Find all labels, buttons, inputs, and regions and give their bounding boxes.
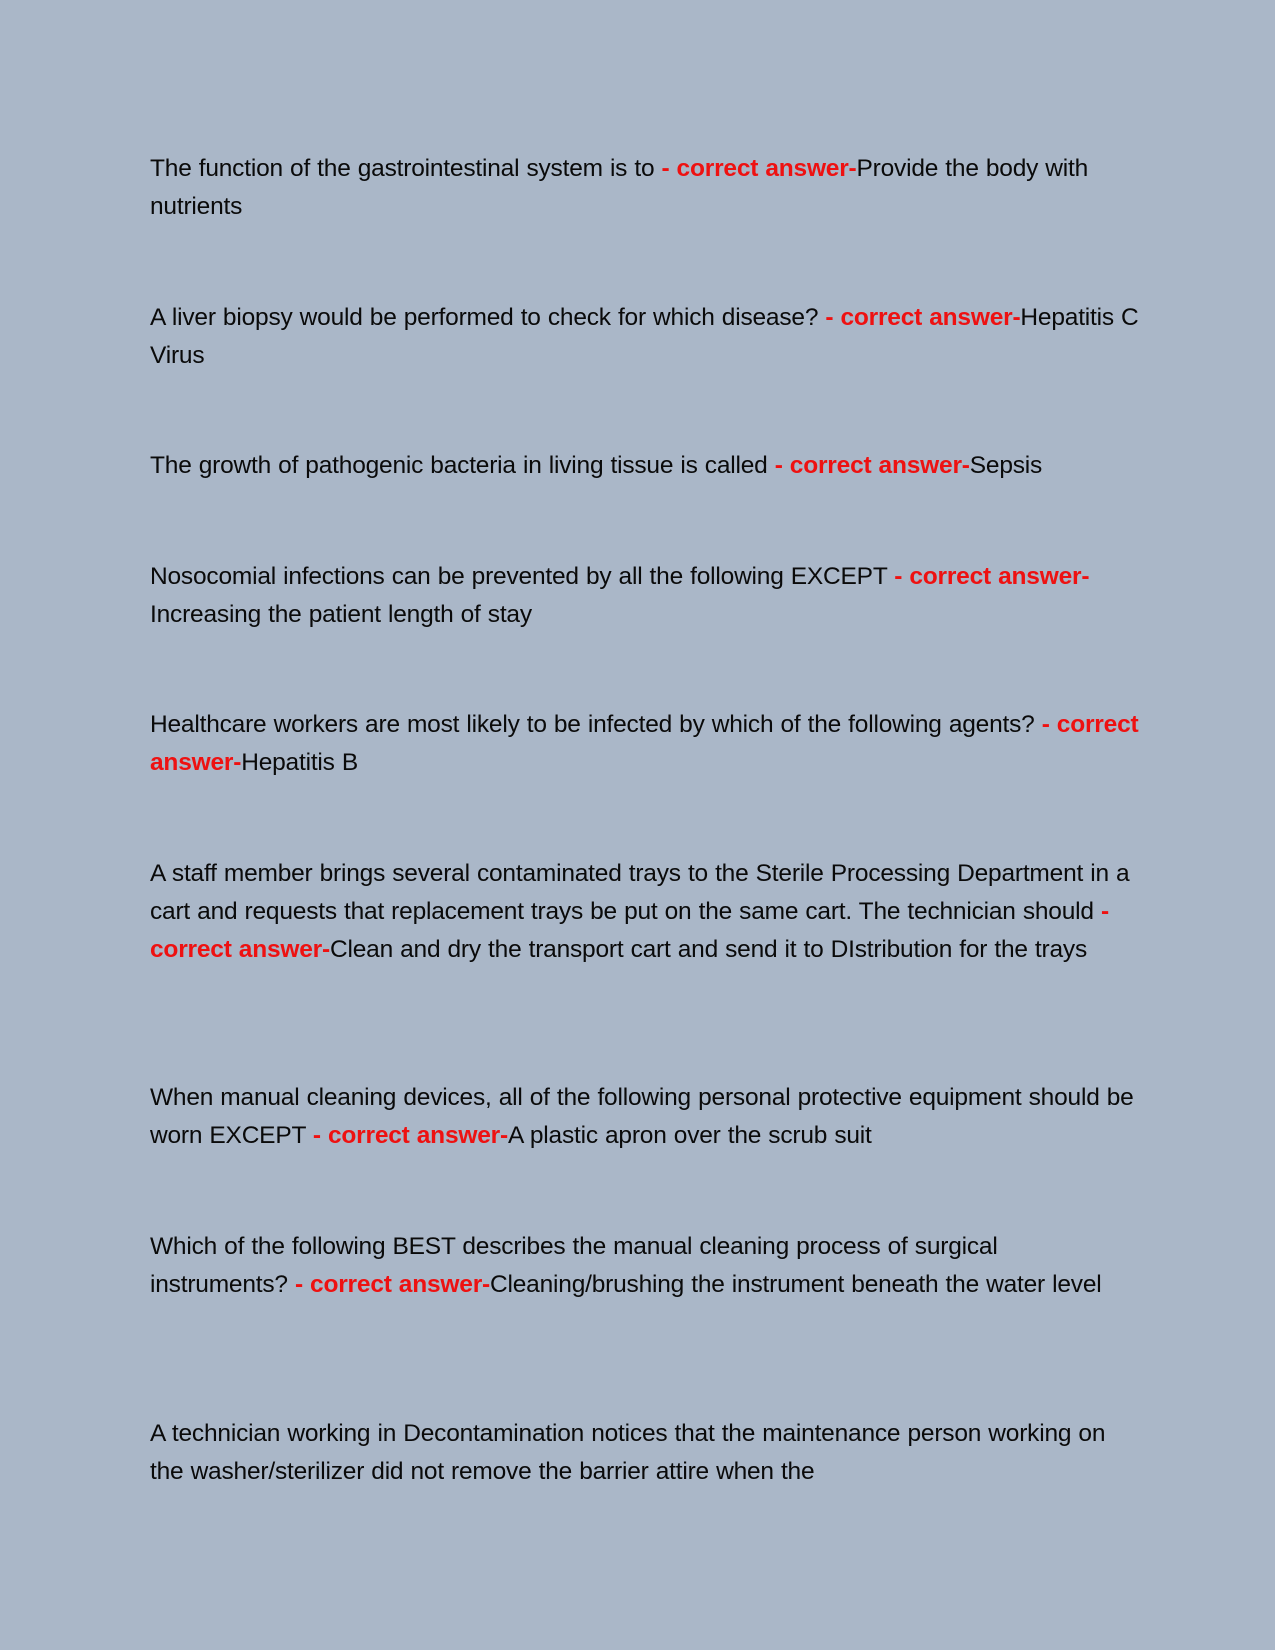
question-text: Healthcare workers are most likely to be infected by which of the following agents?	[150, 711, 1042, 738]
question-text: A technician working in Decontamination notices that the maintenance person working on the washer/sterilizer did not remove the barrier attire when the	[150, 1420, 1106, 1485]
answer-text: Provide the body with nutrients	[150, 155, 1089, 220]
answer-text: Hepatitis B	[241, 749, 358, 776]
question-text: A staff member brings several contaminated trays to the Sterile Processing Department in a cart and requests that replacement trays be put on the same cart. The technician should	[150, 860, 1130, 925]
answer-text: Sepsis	[969, 452, 1043, 479]
correct-answer-marker: - correct answer-	[150, 711, 1139, 776]
qa-item-8	[150, 1228, 1140, 1304]
question-text: When manual cleaning devices, all of the following personal protective equipment should be worn EXCEPT	[150, 1084, 1134, 1149]
correct-answer-marker: - correct answer-	[312, 1122, 508, 1149]
question-text: The function of the gastrointestinal system is to	[150, 155, 662, 182]
correct-answer-marker: - correct answer-	[825, 304, 1021, 331]
qa-item-7	[150, 1079, 1140, 1155]
qa-item-1	[150, 150, 1140, 226]
correct-answer-marker: - correct answer-	[150, 898, 1109, 963]
qa-item-6	[150, 855, 1140, 969]
answer-text: Increasing the patient length of stay	[150, 601, 532, 628]
question-text: Nosocomial infections can be prevented by all the following EXCEPT	[150, 563, 895, 590]
qa-item-2	[150, 299, 1140, 375]
answer-text: Hepatitis C Virus	[150, 304, 1139, 369]
qa-item-4	[150, 558, 1140, 634]
correct-answer-marker: - correct answer-	[294, 1271, 491, 1298]
qa-item-9	[150, 1415, 1140, 1491]
answer-text: Clean and dry the transport cart and send it to DIstribution for the trays	[329, 936, 1088, 963]
answer-text: A plastic apron over the scrub suit	[507, 1122, 872, 1149]
question-text: The growth of pathogenic bacteria in living tissue is called	[150, 452, 775, 479]
answer-text: Cleaning/brushing the instrument beneath the water level	[490, 1271, 1102, 1298]
correct-answer-marker: - correct answer-	[894, 563, 1090, 590]
correct-answer-marker: - correct answer-	[774, 452, 970, 479]
qa-item-5	[150, 706, 1140, 782]
qa-item-3	[150, 447, 1140, 485]
correct-answer-marker: - correct answer-	[661, 155, 857, 182]
question-text: Which of the following BEST describes the manual cleaning process of surgical instruments?	[150, 1233, 998, 1298]
question-text: A liver biopsy would be performed to check for which disease?	[150, 304, 826, 331]
